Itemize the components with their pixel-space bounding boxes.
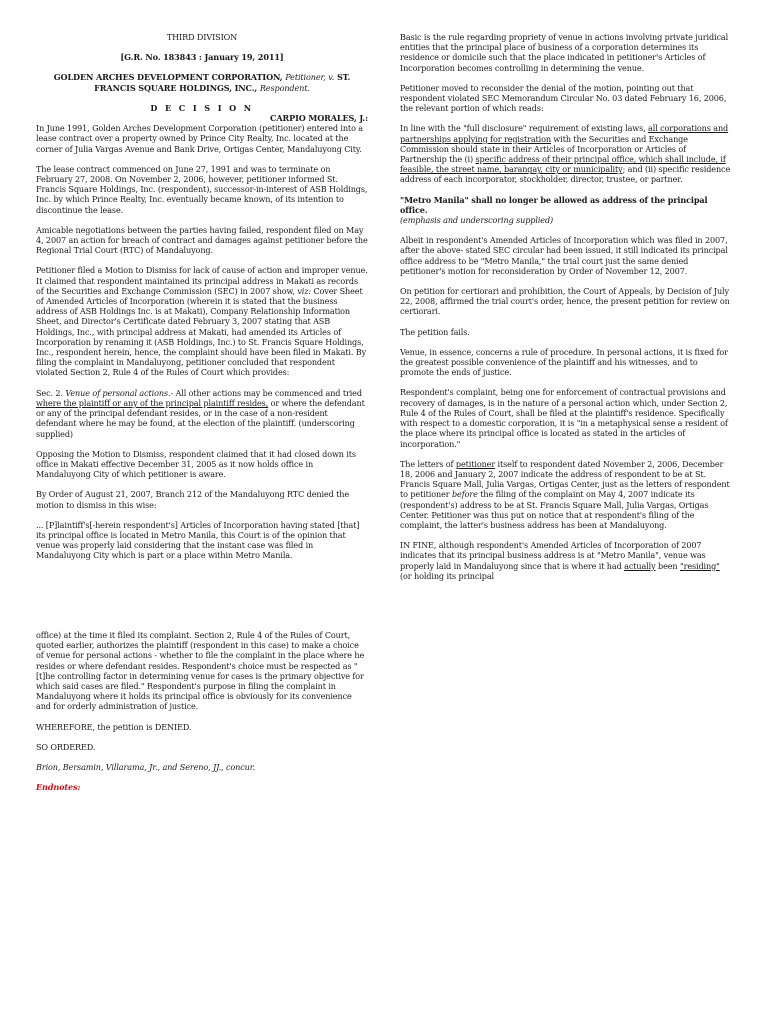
block-quote: ... [P]laintiff's[-herein respondent's] Articles of Incorporation having stated [that] its principal office is located in Metro Manila, this Court is of the opinion that venue was properly laid considering that the instant case was filed in Mandaluyong City which is part or a place within Metro Manila. [36,519,360,561]
block-quote: "Metro Manila" shall no longer be allowed as address of the principal office. (emphasis and underscoring supplied) [400,194,708,226]
paragraph: The lease contract commenced on June 27, 1991 and was to terminate on February 27, 2008. On November 2, 2006, however, petitioner informed St. Francis Square Holdings, Inc. (respondent), successor-in-interest of ASB Holdings, Inc. by which Prince Realty, Inc. eventually became known, of its intention to discontinue the lease. [36,163,368,215]
dispositive-paragraph: WHEREFORE, the petition is DENIED. [36,721,192,732]
division-heading: THIRD DIVISION [166,32,238,42]
second-page-column [36,630,368,802]
block-quote: In line with the "full disclosure" requirement of existing laws, all corporations and partnerships applying for registration with the Securities and Exchange Commission should state in their Articles of Incorporation or Articles of Partnership the (i) specific address of their principal office, which shall include, if feasible, the street name, barangay, city or municipality; and (ii) specific residence address of each incorporator, stockholder, director, trustee, or partner. [400,123,731,185]
paragraph: The letters of petitioner itself to respondent dated November 2, 2006, December 18, 2006 and January 2, 2007 indicate the address of respondent to be at St. Francis Square Mall, Julia Vargas, Ortigas Center, just as the letters of respondent to petitioner before the filing of the complaint on May 4, 2007 indicate its (respondent's) address to be at St. Francis Square Mall, Julia Vargas, Ortigas Center. Petitioner was thus put on notice that at respondent's filing of the complaint, the latter's business address has been at Mandaluyong. [400,458,730,530]
paragraph: Opposing the Motion to Dismiss, respondent claimed that it had closed down its office in Makati effective December 31, 2005 as it now holds office in Mandaluyong City of which petitioner is aware. [36,448,356,480]
concurring-justices: Brion, Bersamin, Villarama, Jr., and Sereno, JJ., concur. [36,762,256,773]
paragraph: On petition for certiorari and prohibition, the Court of Appeals, by Decision of July 22, 2008, affirmed the trial court's order, hence, the present petition for review on certiorari. [400,286,730,317]
ponente: CARPIO MORALES, J.: [270,113,368,124]
paragraph: By Order of August 21, 2007, Branch 212 of the Mandaluyong RTC denied the motion to dismiss in this wise: [36,489,350,510]
paragraph: Amicable negotiations between the parties having failed, respondent filed on May 4, 2007 an action for breach of contract and damages against petitioner before the Regional Trial Court (RTC) of Mandaluyong. [36,224,368,256]
paragraph: Venue, in essence, concerns a rule of procedure. In personal actions, it is fixed for the greatest possible convenience of the plaintiff and his witnesses, and to promote the ends of justice. [400,346,728,378]
paragraph: office) at the time it filed its complaint. Section 2, Rule 4 of the Rules of Court, quoted earlier, authorizes the plaintiff (respondent in this case) to make a choice of venue for personal actions - whether to file the complaint in the place where he resides or where defendant resides. Respondent's choice must be respected as "[t]he controlling factor in determining venue for cases is the primary objective for which said cases are filed." Respondent's purpose in filing the complaint in Mandaluyong where it holds its principal office is obviously for its convenience and for orderly administration of justice. [36,630,365,712]
paragraph: The petition fails. [400,326,470,337]
case-parties: GOLDEN ARCHES DEVELOPMENT CORPORATION, Petitioner, v. ST. FRANCIS SQUARE HOLDINGS, INC., Respondent. [53,72,351,93]
paragraph: Petitioner moved to reconsider the denial of the motion, pointing out that respondent violated SEC Memorandum Circular No. 03 dated February 16, 2006, the relevant portion of which reads: [400,82,727,114]
endnotes-heading: Endnotes: [36,782,81,793]
so-ordered: SO ORDERED. [36,741,96,752]
paragraph: Respondent's complaint, being one for enforcement of contractual provisions and recovery of damages, is in the nature of a personal action which, under Section 2, Rule 4 of the Rules of Court, shall be filed at the plaintiff's residence. Specifically with respect to a domestic corporation, it is "in a metaphysical sense a resident of the place where its principal office is located as stated in the articles of incorporation." [400,387,728,449]
paragraph: IN FINE, although respondent's Amended Articles of Incorporation of 2007 indicates that its principal business address is at "Metro Manila", venue was properly laid in Mandaluyong since that is where it had actually been "residing" (or holding its principal [400,540,720,581]
decision-heading: D E C I S I O N [150,102,254,113]
paragraph: Basic is the rule regarding propriety of venue in actions involving private juridical entities that the principal place of business of a corporation determines its residence or domicile such that the place indicated in petitioner's Articles of Incorporation becomes controlling in determining the venue. [400,32,729,73]
paragraph: Albeit in respondent's Amended Articles of Incorporation which was filed in 2007, after the above- stated SEC circular had been issued, it still indicated its principal office address to be "Metro Manila," the trial court just the same denied petitioner's motion for reconsideration by Order of November 12, 2007. [400,235,728,276]
block-quote: Sec. 2. Venue of personal actions.- All other actions may be commenced and tried where the plaintiff or any of the principal plaintiff resides, or where the defendant or any of the principal defendant resides, or in the case of a non-resident defendant where he may be found, at the election of the plaintiff. (underscoring supplied) [36,387,365,439]
paragraph: Petitioner filed a Motion to Dismiss for lack of cause of action and improper venue. It claimed that respondent maintained its principal address in Makati as records of the Securities and Exchange Commission (SEC) in 2007 show, viz: Cover Sheet of Amended Articles of Incorporation (wherein it is stated that the business address of ASB Holdings Inc. is at Makati), Company Relationship Information Sheet, and Director's Certificate dated February 3, 2007 stating that ASB Holdings, Inc., with principal address at Makati, had amended its Articles of Incorporation by renaming it (ASB Holdings, Inc.) to St. Francis Square Holdings, Inc., respondent herein, hence, the complaint should have been filed in Makati. By filing the complaint in Mandaluyong, petitioner concluded that respondent violated Section 2, Rule 4 of the Rules of Court which provides: [36,265,368,378]
right-column [400,32,732,591]
paragraph: In June 1991, Golden Arches Development Corporation (petitioner) entered into a lease contract over a property owned by Prince City Realty, Inc. located at the corner of Julia Vargas Avenue and Bank Drive, Ortigas Center, Mandaluyong City. [36,123,363,154]
case-number: [G.R. No. 183843 : January 19, 2011] [120,52,284,63]
left-column [36,32,368,571]
